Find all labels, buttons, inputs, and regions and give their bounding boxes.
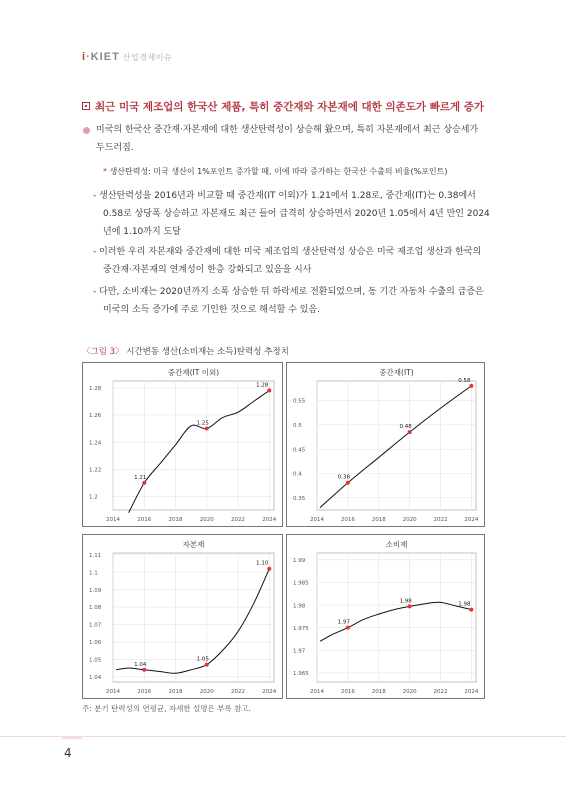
x-tick-label: 2018 <box>168 517 183 523</box>
dash-1-line-3: 년에 1.10까지 도달 <box>103 227 181 237</box>
x-tick-label: 2024 <box>262 517 277 523</box>
data-label: 1.28 <box>256 382 269 389</box>
y-tick-label: 1.965 <box>293 671 309 678</box>
series-line <box>320 386 471 508</box>
data-label: 1.04 <box>134 661 147 668</box>
data-point <box>408 604 412 608</box>
data-point <box>205 427 209 431</box>
chart-intermediate-non-it <box>83 363 282 526</box>
y-tick-label: 0.35 <box>293 496 306 503</box>
y-tick-label: 1.24 <box>89 440 102 447</box>
circle-bullet-icon <box>83 127 90 134</box>
x-tick-label: 2020 <box>199 517 214 523</box>
chart-panel-1 <box>82 362 283 527</box>
data-label: 0.38 <box>337 474 350 481</box>
data-point <box>346 481 350 485</box>
x-tick-label: 2016 <box>137 689 152 695</box>
y-tick-label: 1.28 <box>89 385 102 392</box>
y-tick-label: 1.07 <box>89 622 102 629</box>
chart-title: 자본재 <box>182 540 205 549</box>
chart-intermediate-it <box>287 363 484 526</box>
chart-consumer-goods <box>287 535 484 698</box>
x-tick-label: 2016 <box>137 517 152 523</box>
y-tick-label: 1.04 <box>89 674 102 681</box>
y-tick-label: 1.05 <box>89 657 102 664</box>
x-tick-label: 2022 <box>433 517 448 523</box>
data-point <box>469 608 473 612</box>
dash-item-3: - 다만, 소비재는 2020년까지 소폭 상승한 뒤 하락세로 전환되었으며, 동 기간 자동차 수출의 급증은 미국의 소득 증가에 주로 기인한 것으로 해석할 수 있음. <box>93 283 503 319</box>
series-line <box>116 569 269 674</box>
data-point <box>267 567 271 571</box>
chart-panel-3 <box>82 534 283 699</box>
y-tick-label: 0.5 <box>293 423 302 430</box>
data-label: 1.97 <box>337 619 350 626</box>
x-tick-label: 2020 <box>402 689 417 695</box>
series-line <box>129 391 270 513</box>
x-tick-label: 2024 <box>464 689 479 695</box>
y-tick-label: 0.55 <box>293 398 306 405</box>
dash-item-1: - 생산탄력성을 2016년과 비교할 때 중간재(IT 이외)가 1.21에서 1.28로, 중간재(IT)는 0.38에서 0.58로 상당폭 상승하고 자본재도 최근 들어 급격히 상승하면서 2020년 1.05에서 4년 만인 2024 년에 1.10까지 도달 <box>93 187 503 241</box>
x-tick-label: 2020 <box>402 517 417 523</box>
x-tick-label: 2018 <box>371 517 386 523</box>
data-label: 0.48 <box>399 424 412 431</box>
asterisk-icon: * <box>103 167 107 176</box>
dash-2-line-2: 중간재·자본재의 연계성이 한층 강화되고 있음을 시사 <box>103 265 312 275</box>
x-tick-label: 2014 <box>106 517 120 523</box>
chart-panel-4 <box>286 534 485 699</box>
dash-2-line-1: 이러한 우리 자본재와 중간재에 대한 미국 제조업의 생산탄력성 상승은 미국 제조업 생산과 한국의 <box>99 247 482 257</box>
definition-note: * 생산탄력성: 미국 생산이 1%포인트 증가할 때, 이에 따라 증가하는 한국산 수출의 비율(%포인트) <box>103 167 448 176</box>
data-label: 1.10 <box>256 560 269 567</box>
data-point <box>408 430 412 434</box>
data-label: 1.05 <box>196 656 209 663</box>
page-number: 4 <box>64 746 72 760</box>
chart-capital-goods <box>83 535 282 698</box>
y-tick-label: 1.1 <box>89 570 98 577</box>
plot-frame <box>113 381 274 510</box>
x-tick-label: 2018 <box>168 689 183 695</box>
x-tick-label: 2014 <box>310 689 324 695</box>
square-bullet-icon <box>82 102 90 110</box>
data-point <box>142 481 146 485</box>
bullet-paragraph <box>96 121 496 157</box>
page-header <box>82 51 172 63</box>
x-tick-label: 2014 <box>310 517 324 523</box>
y-tick-label: 1.985 <box>293 580 309 587</box>
bullet-line-1: 미국의 한국산 중간재·자본재에 대한 생산탄력성이 상승해 왔으며, 특히 자본재에서 최근 상승세가 <box>96 125 479 135</box>
chart-panel-2 <box>286 362 485 527</box>
footer-divider <box>0 736 566 737</box>
y-tick-label: 1.08 <box>89 605 102 612</box>
data-point <box>346 626 350 630</box>
x-tick-label: 2014 <box>106 689 120 695</box>
y-tick-label: 0.45 <box>293 447 306 454</box>
x-tick-label: 2016 <box>340 689 355 695</box>
x-tick-label: 2022 <box>231 689 246 695</box>
x-tick-label: 2018 <box>371 689 386 695</box>
data-point <box>142 668 146 672</box>
chart-title: 중간재(IT 이외) <box>167 368 220 377</box>
y-tick-label: 1.97 <box>293 648 306 655</box>
y-tick-label: 1.22 <box>89 467 102 474</box>
y-tick-label: 1.98 <box>293 603 306 610</box>
figure-title: 〈그림 3〉 시간변동 생산(소비재는 소득)탄력성 추정치 <box>82 347 289 357</box>
plot-frame <box>317 553 476 682</box>
y-tick-label: 1.09 <box>89 587 102 594</box>
data-label: 1.98 <box>458 601 471 608</box>
data-label: 0.58 <box>458 377 471 384</box>
y-tick-label: 1.11 <box>89 552 102 559</box>
x-tick-label: 2016 <box>340 517 355 523</box>
y-tick-label: 1.06 <box>89 640 102 647</box>
chart-title: 소비재 <box>385 540 408 549</box>
y-tick-label: 1.99 <box>293 557 306 564</box>
y-tick-label: 1.975 <box>293 625 309 632</box>
header-subtitle: 산업경제이슈 <box>122 53 173 62</box>
x-tick-label: 2022 <box>231 517 246 523</box>
x-tick-label: 2022 <box>433 689 448 695</box>
footer-accent <box>62 736 82 739</box>
dash-1-line-1: 생산탄력성을 2016년과 비교할 때 중간재(IT 이외)가 1.21에서 1.28로, 중간재(IT)는 0.38에서 <box>99 191 476 201</box>
kiet-logo: i·KIET <box>82 51 120 63</box>
figure-note: 주: 분기 탄력성의 연평균, 자세한 설명은 부록 참고. <box>82 704 251 713</box>
data-point <box>205 663 209 667</box>
y-tick-label: 1.2 <box>89 494 98 501</box>
x-tick-label: 2020 <box>199 689 214 695</box>
dash-item-2: - 이러한 우리 자본재와 중간재에 대한 미국 제조업의 생산탄력성 상승은 미국 제조업 생산과 한국의 중간재·자본재의 연계성이 한층 강화되고 있음을 시사 <box>93 243 503 279</box>
x-tick-label: 2024 <box>262 689 277 695</box>
section-title: 최근 미국 제조업의 한국산 제품, 특히 중간재와 자본재에 대한 의존도가 빠르게 증가 <box>82 99 484 114</box>
y-tick-label: 0.4 <box>293 471 302 478</box>
data-label: 1.98 <box>399 598 412 605</box>
dash-1-line-2: 0.58로 상당폭 상승하고 자본재도 최근 들어 급격히 상승하면서 2020년 1.05에서 4년 만인 2024 <box>103 209 490 219</box>
data-label: 1.21 <box>134 474 147 481</box>
data-point <box>469 384 473 388</box>
data-label: 1.25 <box>196 420 209 427</box>
bullet-line-2: 두드러짐. <box>96 143 134 153</box>
dash-3-line-2: 미국의 소득 증가에 주로 기인한 것으로 해석할 수 있음. <box>103 305 321 315</box>
y-tick-label: 1.26 <box>89 413 102 420</box>
data-point <box>267 389 271 393</box>
figure-label: 〈그림 3〉 <box>82 347 124 357</box>
chart-title: 중간재(IT) <box>379 368 414 377</box>
x-tick-label: 2024 <box>464 517 479 523</box>
dash-3-line-1: 다만, 소비재는 2020년까지 소폭 상승한 뒤 하락세로 전환되었으며, 동 기간 자동차 수출의 급증은 <box>99 287 484 297</box>
